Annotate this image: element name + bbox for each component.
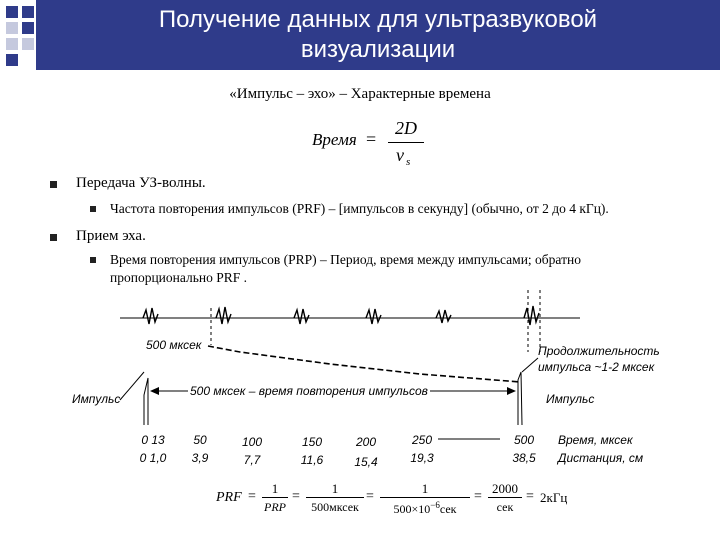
fraction-bar xyxy=(262,497,288,498)
echo xyxy=(216,307,231,324)
formula-time-lhs: Время xyxy=(312,130,357,149)
echo xyxy=(366,309,381,324)
pulse-bar-left xyxy=(144,378,148,425)
title-line-1: Получение данных для ультразвуковой xyxy=(158,6,598,33)
transmit-pulse-right xyxy=(524,306,539,325)
prp-arrow-head-left xyxy=(150,387,159,395)
echo xyxy=(294,309,309,324)
tick-time: 100 xyxy=(241,435,263,449)
prf-lhs: PRF xyxy=(216,490,242,505)
tick-time: 250 xyxy=(411,433,433,447)
fraction-bar xyxy=(488,497,522,498)
prf-frac1-num: 1 xyxy=(271,481,279,496)
fraction-bar xyxy=(380,497,470,498)
bullet-label: Прием эха. xyxy=(76,228,146,244)
tick-time: 50 xyxy=(193,433,207,447)
prf-frac2-num: 1 xyxy=(331,481,339,496)
label-pulse-right: Импульс xyxy=(546,392,595,406)
tick-time: 500 xyxy=(513,433,535,447)
prf-frac4-num: 2000 xyxy=(492,481,518,496)
tick-time: 200 xyxy=(355,435,377,449)
label-pulse-duration-1: Продолжительность xyxy=(538,344,660,358)
prp-arrow-head-right xyxy=(507,387,516,395)
legend-distance: Дистанция, см xyxy=(558,451,644,465)
tick-distance: 7,7 xyxy=(243,453,261,467)
pulse-left-pointer xyxy=(120,372,144,400)
tick-time: 150 xyxy=(301,435,323,449)
duration-pointer xyxy=(522,358,538,372)
legend-time: Время, мксек xyxy=(558,433,633,447)
tick-time: 0 13 xyxy=(141,433,165,447)
sub-bullet-text: Время повторения импульсов (PRP) – Период, время между импульсами; обратно xyxy=(110,252,581,267)
prf-frac4-den: сек xyxy=(496,500,514,514)
tick-distance: 38,5 xyxy=(512,451,536,465)
prf-frac2-den: 500мксек xyxy=(311,500,359,514)
prf-frac1-den: PRP xyxy=(264,500,286,514)
tick-distance: 11,6 xyxy=(300,453,324,467)
prf-frac3-num: 1 xyxy=(421,481,429,496)
label-prp: 500 мксек – время повторения импульсов xyxy=(190,384,428,398)
subtitle: «Импульс – эхо» – Характерные времена xyxy=(229,86,491,102)
prf-result: 2кГц xyxy=(540,490,568,505)
formula-time-eq: = xyxy=(366,129,377,149)
formula-time-subscript: s xyxy=(406,156,411,168)
formula-time-denominator: v xyxy=(396,145,404,165)
prf-frac3-den: $500\times 10^{-6}сек$ xyxy=(393,500,457,516)
pulse-bar-right xyxy=(518,372,522,425)
label-pulse-duration-2: импульса ~1-2 мксек xyxy=(538,360,655,374)
tick-distance: 15,4 xyxy=(354,455,378,469)
title-line-2: визуализации xyxy=(300,36,456,63)
sub-bullet-text: пропорционально PRF . xyxy=(110,270,247,285)
sub-bullet-text: Частота повторения импульсов (PRF) – [импульсов в секунду] (обычно, от 2 до 4 кГц). xyxy=(110,201,609,216)
echo xyxy=(436,310,451,323)
fraction-bar xyxy=(306,497,364,498)
attenuation-curve xyxy=(208,346,520,382)
bullet-label: Передача УЗ-волны. xyxy=(76,175,206,191)
tick-distance: 0 1,0 xyxy=(139,451,167,465)
label-pulse-left: Импульс xyxy=(72,392,121,406)
label-500us: 500 мксек xyxy=(146,338,202,352)
formula-time-numerator: 2D xyxy=(395,118,417,138)
tick-distance: 19,3 xyxy=(410,451,434,465)
transmit-pulse-left xyxy=(143,308,158,324)
tick-distance: 3,9 xyxy=(191,451,209,465)
